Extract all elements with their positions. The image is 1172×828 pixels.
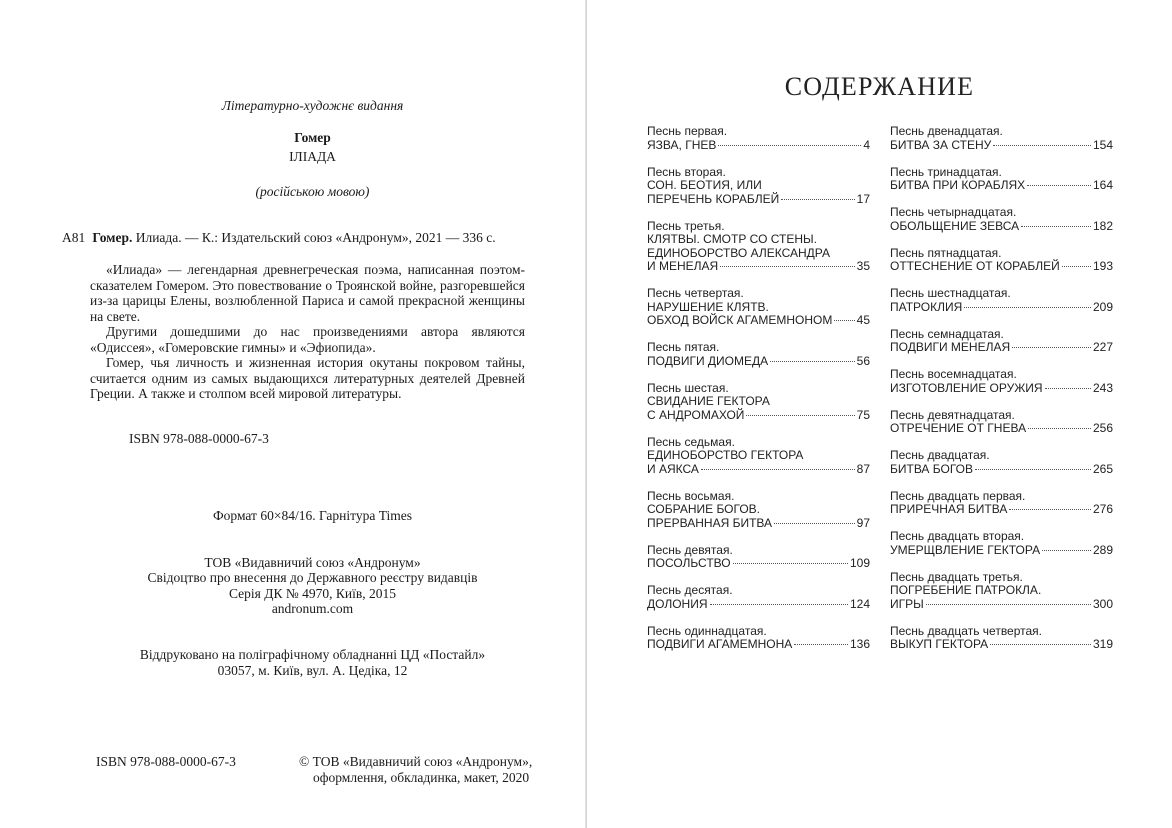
copyright-line: © ТОВ «Видавничий союз «Андронум»,: [299, 754, 533, 769]
dot-leader: [794, 644, 848, 645]
toc-entry: [647, 220, 870, 274]
toc-entry-label: Песнь пятнадцатая.: [890, 245, 1002, 260]
bibliographic-record: [62, 230, 496, 246]
toc-page-number: 265: [1092, 461, 1113, 476]
dot-leader: [975, 469, 1091, 470]
toc-entry-label: Песнь пятая.: [647, 340, 720, 354]
dot-leader: [1028, 428, 1091, 429]
toc-column-left: [647, 125, 870, 652]
edition-type: Літературно-художнє видання: [221, 98, 404, 113]
toc-entry-title: ОТТЕСНЕНИЕ ОТ КОРАБЛЕЙ: [890, 259, 1060, 273]
toc-entry-label: Песнь седьмая.: [647, 434, 735, 449]
toc-entry: [647, 382, 870, 423]
dot-leader: [1045, 388, 1091, 389]
publisher-line: Свідоцтво про внесення до Державного реєстру видавців: [147, 570, 478, 585]
toc-entry-label: Песнь третья.: [647, 218, 725, 233]
toc-page-number: 87: [856, 461, 870, 476]
toc-entry-title: ИЗГОТОВЛЕНИЕ ОРУЖИЯ: [890, 380, 1043, 395]
dot-leader: [993, 145, 1091, 146]
toc-entry-title: СОН. БЕОТИЯ, ИЛИ: [647, 178, 762, 192]
toc-entry: [890, 368, 1113, 395]
toc-page-number: 17: [856, 191, 870, 206]
toc-entry-label: Песнь семнадцатая.: [890, 326, 1004, 341]
toc-entry: [890, 409, 1113, 436]
toc-entry: [890, 287, 1113, 314]
dot-leader: [834, 320, 854, 321]
dot-leader: [1027, 185, 1091, 186]
toc-page-number: 124: [849, 596, 870, 611]
toc-page-number: 193: [1092, 259, 1113, 273]
dot-leader: [964, 307, 1091, 308]
page-gutter: [585, 0, 587, 828]
toc-entry-title: ЯЗВА, ГНЕВ: [647, 137, 717, 152]
toc-entry: [890, 571, 1113, 612]
dot-leader: [770, 361, 855, 362]
dot-leader: [1009, 509, 1091, 510]
toc-entry-title: И МЕНЕЛАЯ: [647, 259, 719, 273]
abstract: [90, 262, 525, 402]
format-line: Формат 60×84/16. Гарнітура Times: [213, 508, 412, 523]
toc-entry-title: ПОДВИГИ АГАМЕМНОНА: [647, 637, 793, 651]
toc-entry-label: Песнь первая.: [647, 124, 728, 138]
toc-page-number: 45: [856, 313, 870, 327]
toc-column-right: [890, 125, 1113, 652]
toc-entry-label: Песнь двадцать третья.: [890, 569, 1023, 584]
toc-entry-label: Песнь двадцать первая.: [890, 488, 1026, 503]
dot-leader: [781, 199, 854, 200]
toc-entry: [890, 206, 1113, 233]
publisher-website: andronum.com: [271, 601, 354, 616]
toc-entry: [647, 490, 870, 531]
toc-page-number: 75: [856, 407, 870, 422]
dot-leader: [710, 604, 848, 605]
toc-entry: [647, 436, 870, 477]
toc-page-number: 97: [856, 515, 870, 530]
toc-entry-title: ПЕРЕЧЕНЬ КОРАБЛЕЙ: [647, 191, 780, 206]
toc-page-number: 209: [1092, 299, 1113, 314]
dot-leader: [1021, 226, 1091, 227]
toc-entry-title: БИТВА ПРИ КОРАБЛЯХ: [890, 178, 1026, 192]
language-note: (російською мовою): [255, 184, 370, 199]
toc-entry-label: Песнь девятая.: [647, 542, 733, 557]
toc-page-number: 164: [1092, 178, 1113, 192]
toc-entry-label: Песнь десятая.: [647, 583, 733, 597]
toc-page-number: 56: [856, 353, 870, 368]
toc-entry-title: УМЕРЩВЛЕНИЕ ГЕКТОРА: [890, 542, 1041, 557]
toc-entry: [890, 490, 1113, 517]
toc-entry: [647, 341, 870, 368]
dot-leader: [746, 415, 854, 416]
toc-entry-label: Песнь восьмая.: [647, 488, 735, 503]
toc-entry: [647, 125, 870, 152]
library-code: А81: [62, 230, 86, 245]
toc-page-number: 136: [849, 637, 870, 651]
printer-line: Віддруковано на поліграфічному обладнанні ЦД «Постайл»: [139, 647, 486, 662]
toc-entry: [647, 287, 870, 328]
dot-leader: [720, 266, 854, 267]
toc-entry-title: ОБХОД ВОЙСК АГАМЕМНОНОМ: [647, 313, 833, 327]
toc-entry-title: ПОДВИГИ МЕНЕЛАЯ: [890, 340, 1011, 354]
toc-entry-label: Песнь шестая.: [647, 380, 729, 395]
toc-entry-title: КЛЯТВЫ. СМОТР СО СТЕНЫ.: [647, 232, 817, 246]
toc-entry: [890, 247, 1113, 274]
toc-entry-title: ЕДИНОБОРСТВО ГЕКТОРА: [647, 448, 804, 462]
toc-entry-title: СВИДАНИЕ ГЕКТОРА: [647, 394, 770, 408]
toc-entry-label: Песнь четвертая.: [647, 286, 744, 300]
toc-entry-title: НАРУШЕНИЕ КЛЯТВ.: [647, 299, 769, 314]
toc-entry-title: С АНДРОМАХОЙ: [647, 407, 745, 422]
toc-page-number: 109: [849, 556, 870, 570]
toc-entry-title: ПОГРЕБЕНИЕ ПАТРОКЛА.: [890, 583, 1042, 597]
toc-entry-label: Песнь двадцать четвертая.: [890, 623, 1043, 638]
dot-leader: [1042, 550, 1091, 551]
toc-entry-title: ОТРЕЧЕНИЕ ОТ ГНЕВА: [890, 421, 1027, 435]
abstract-paragraph: Другими дошедшими до нас произведениями автора являются «Одиссея», «Гомеровские гимны» и «Эфиопида».: [90, 324, 525, 355]
toc-entry-label: Песнь двенадцатая.: [890, 124, 1003, 138]
printer-address: 03057, м. Київ, вул. А. Цедіка, 12: [217, 663, 408, 678]
toc-entry-title: ИГРЫ: [890, 596, 924, 611]
toc-page-number: 243: [1092, 380, 1113, 395]
toc-entry-title: БИТВА ЗА СТЕНУ: [890, 137, 992, 152]
toc-entry: [890, 166, 1113, 193]
toc-entry-label: Песнь четырнадцатая.: [890, 205, 1017, 219]
toc-entry-label: Песнь тринадцатая.: [890, 164, 1002, 179]
isbn-bottom: ISBN 978-088-0000-67-3: [96, 754, 236, 769]
toc-heading: СОДЕРЖАНИЕ: [784, 72, 975, 101]
dot-leader: [733, 563, 848, 564]
toc-entry: [647, 625, 870, 652]
abstract-paragraph: «Илиада» — легендарная древнегреческая поэма, написанная поэтом-сказателем Гомером. Это повествование о Троянской войне, разгоревшейся из-за царицы Елены, возлюбленной Париса и самой прекрасной женщины на свете.: [90, 262, 525, 324]
publisher-line: ТОВ «Видавничий союз «Андронум»: [204, 555, 421, 570]
toc-page-number: 182: [1092, 218, 1113, 233]
toc-entry: [647, 544, 870, 571]
abstract-paragraph: Гомер, чья личность и жизненная история окутаны покровом тайны, считается одним из самых выдающихся литературных деятелей Древней Греции. А также и столпом всей мировой литературы.: [90, 355, 525, 401]
dot-leader: [990, 644, 1091, 645]
copyright-line: оформлення, обкладинка, макет, 2020: [313, 770, 530, 785]
toc-entry: [890, 625, 1113, 652]
dot-leader: [926, 604, 1091, 605]
toc-entry-label: Песнь восемнадцатая.: [890, 367, 1017, 381]
dot-leader: [718, 145, 861, 146]
toc-page-number: 300: [1092, 596, 1113, 611]
book-author: Гомер: [294, 130, 331, 145]
toc-entry-title: ОБОЛЬЩЕНИЕ ЗЕВСА: [890, 218, 1020, 233]
publisher-line: Серія ДК № 4970, Київ, 2015: [229, 586, 396, 601]
toc-entry-title: БИТВА БОГОВ: [890, 461, 974, 476]
toc-entry: [647, 584, 870, 611]
imprint-page: [0, 0, 585, 828]
dot-leader: [774, 523, 855, 524]
toc-entry-title: И АЯКСА: [647, 461, 699, 476]
book-title: ІЛІАДА: [289, 149, 336, 164]
toc-entry: [890, 125, 1113, 152]
dot-leader: [1062, 266, 1091, 267]
toc-page-number: 227: [1092, 340, 1113, 354]
toc-entry-label: Песнь девятнадцатая.: [890, 407, 1015, 422]
dot-leader: [1012, 347, 1091, 348]
biblio-text: Илиада. — К.: Издательский союз «Андронум», 2021 — 336 с.: [132, 230, 496, 245]
toc-entry-title: ПРЕРВАННАЯ БИТВА: [647, 515, 773, 530]
toc-page-number: 319: [1092, 637, 1113, 651]
toc-entry-title: ВЫКУП ГЕКТОРА: [890, 637, 989, 651]
toc-page-number: 256: [1092, 421, 1113, 435]
toc-entry: [890, 449, 1113, 476]
toc-page-number: 35: [856, 259, 870, 273]
toc-entry-label: Песнь вторая.: [647, 164, 726, 179]
toc-entry-title: ЕДИНОБОРСТВО АЛЕКСАНДРА: [647, 245, 830, 260]
biblio-author: Гомер.: [92, 230, 133, 245]
toc-entry-title: ПОСОЛЬСТВО: [647, 556, 731, 570]
toc-page-number: 289: [1092, 542, 1113, 557]
toc-entry-label: Песнь шестнадцатая.: [890, 286, 1011, 300]
toc-entry: [647, 166, 870, 207]
dot-leader: [701, 469, 855, 470]
toc-entry-label: Песнь двадцатая.: [890, 448, 990, 462]
toc-entry-label: Песнь двадцать вторая.: [890, 529, 1025, 543]
toc-entry-title: ПРИРЕЧНАЯ БИТВА: [890, 502, 1008, 516]
toc-page-number: 154: [1092, 137, 1113, 152]
toc-entry-title: ПАТРОКЛИЯ: [890, 299, 963, 314]
toc-entry-title: ПОДВИГИ ДИОМЕДА: [647, 353, 769, 368]
isbn-top: ISBN 978-088-0000-67-3: [129, 431, 269, 446]
toc-page-number: 4: [863, 137, 870, 152]
toc-entry-title: СОБРАНИЕ БОГОВ.: [647, 502, 761, 516]
toc-entry: [890, 530, 1113, 557]
toc-entry-title: ДОЛОНИЯ: [647, 596, 708, 611]
toc-entry: [890, 328, 1113, 355]
toc-page-number: 276: [1092, 502, 1113, 516]
toc-entry-label: Песнь одиннадцатая.: [647, 623, 767, 638]
